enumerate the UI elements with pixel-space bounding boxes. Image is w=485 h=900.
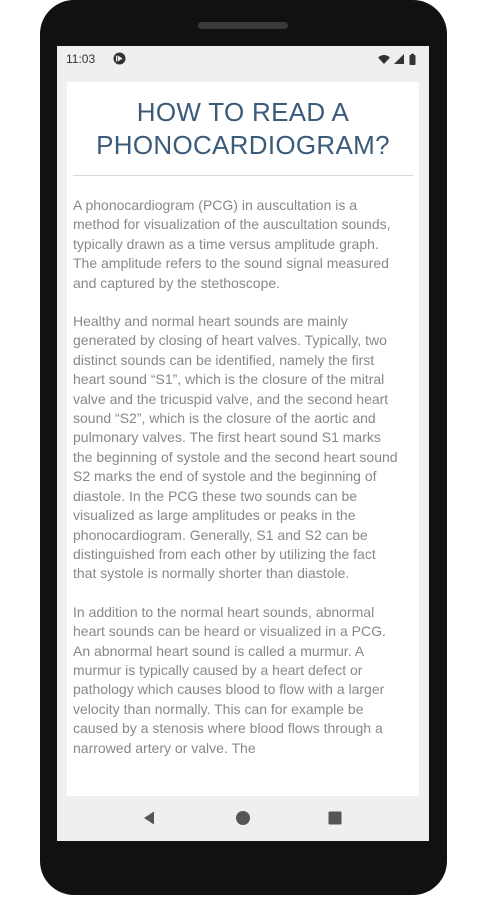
status-time: 11:03 (66, 52, 96, 66)
navigation-bar (57, 796, 429, 841)
battery-icon (410, 54, 416, 65)
cellular-signal-icon (394, 54, 404, 64)
status-icons (377, 53, 421, 66)
wifi-icon (378, 55, 390, 64)
earpiece-speaker (198, 22, 288, 29)
status-bar (57, 46, 429, 74)
article-paragraph: A phonocardiogram (PCG) in auscultation is a method for visualization of the auscultation sounds, typically drawn as a time versus amplitude graph. The amplitude refers to the sound signal measured and captured by the stethoscope. (73, 197, 391, 291)
media-icon (113, 52, 126, 65)
recents-square-icon[interactable] (325, 808, 345, 828)
phone-screen (57, 46, 429, 841)
page-title: HOW TO READ A PHONOCARDIOGRAM? (96, 97, 390, 160)
article-body (67, 176, 419, 758)
home-circle-icon[interactable] (233, 808, 253, 828)
article-card[interactable] (67, 82, 419, 796)
back-triangle-icon[interactable] (139, 808, 159, 828)
article-paragraph: In addition to the normal heart sounds, abnormal heart sounds can be heard or visualized in a PCG. An abnormal heart sound is called a murmur. A murmur is typically caused by a heart defect or pathology which causes blood to flow with a larger velocity than normally. This can for example be caused by a stenosis where blood flows through a narrowed artery or valve. The (73, 603, 386, 756)
article-paragraph: Healthy and normal heart sounds are mainly generated by closing of heart valves. Typically, two distinct sounds can be identified, namely the first heart sound “S1”, which is the closure of the mitral valve and the tricuspid valve, and the second heart sound “S2”, which is the closure of the aortic and pulmonary valves. The first heart sound S1 marks the beginning of systole and the second heart sound S2 marks the end of systole and the beginning of diastole. In the PCG these two sounds can be visualized as large amplitudes or peaks in the phonocardiogram. Generally, S1 and S2 can be distinguished from each other by utilizing the fact that systole is normally shorter than diastole. (73, 313, 398, 582)
